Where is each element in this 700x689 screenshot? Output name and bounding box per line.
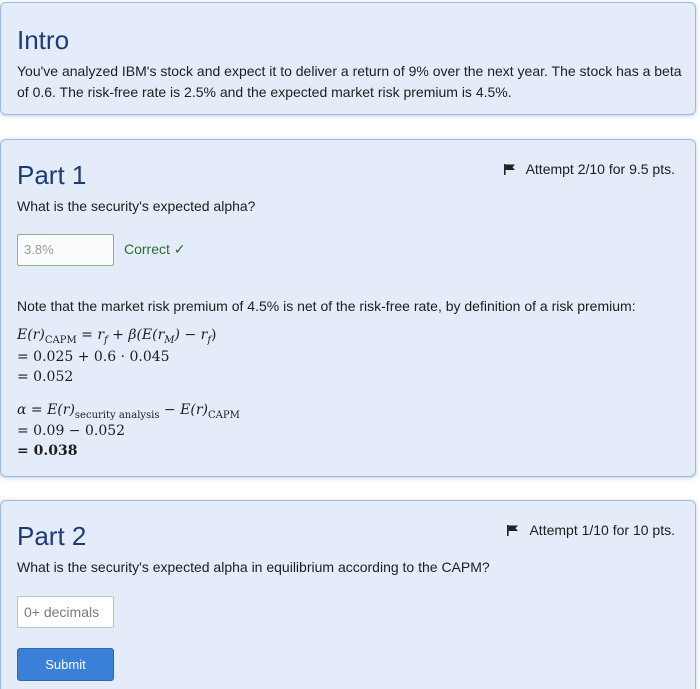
part2-attempt: [507, 522, 675, 538]
part1-question: What is the security's expected alpha?: [17, 198, 256, 214]
part2-question: What is the security's expected alpha in equilibrium according to the CAPM?: [17, 559, 490, 575]
equation-result: = 0.038: [17, 443, 78, 459]
submit-button[interactable]: Submit: [17, 648, 114, 681]
part1-attempt: [504, 161, 675, 177]
part1-note: Note that the market risk premium of 4.5% is net of the risk-free rate, by definition of a risk premium:: [17, 298, 636, 314]
equation-alpha: $\alpha = E(r)_{security analysis} - E(r)_{CAPM}$: [17, 402, 240, 421]
part2-attempt-text: Attempt 1/10 for 10 pts.: [529, 522, 675, 538]
intro-text: You've analyzed IBM's stock and expect it to deliver a return of 9% over the next year. The stock has a beta of 0.6. The risk-free rate is 2.5% and the expected market risk premium is 4.5%.: [17, 63, 682, 100]
intro-card: [0, 2, 696, 115]
flag-icon: [507, 525, 519, 536]
part1-answer-field[interactable]: 3.8%: [17, 234, 114, 266]
flag-icon: [504, 164, 516, 175]
part1-attempt-text: Attempt 2/10 for 9.5 pts.: [525, 161, 675, 177]
part1-title: Part 1: [17, 160, 87, 190]
part2-card: [0, 500, 696, 689]
equation-line2: = 0.025 + 0.6 · 0.045: [17, 349, 170, 365]
equation-capm: $E(r)_{CAPM} = r_f + \beta(E(r_M) - r_f)$: [17, 327, 217, 346]
equation-line3: = 0.052: [17, 369, 74, 385]
equation-line5: = 0.09 − 0.052: [17, 423, 126, 439]
part1-status: Correct ✓: [124, 241, 186, 257]
part1-card: [0, 139, 696, 477]
intro-title: Intro: [17, 25, 70, 55]
part2-title: Part 2: [17, 521, 87, 551]
part2-answer-input[interactable]: 0+ decimals: [17, 596, 114, 628]
